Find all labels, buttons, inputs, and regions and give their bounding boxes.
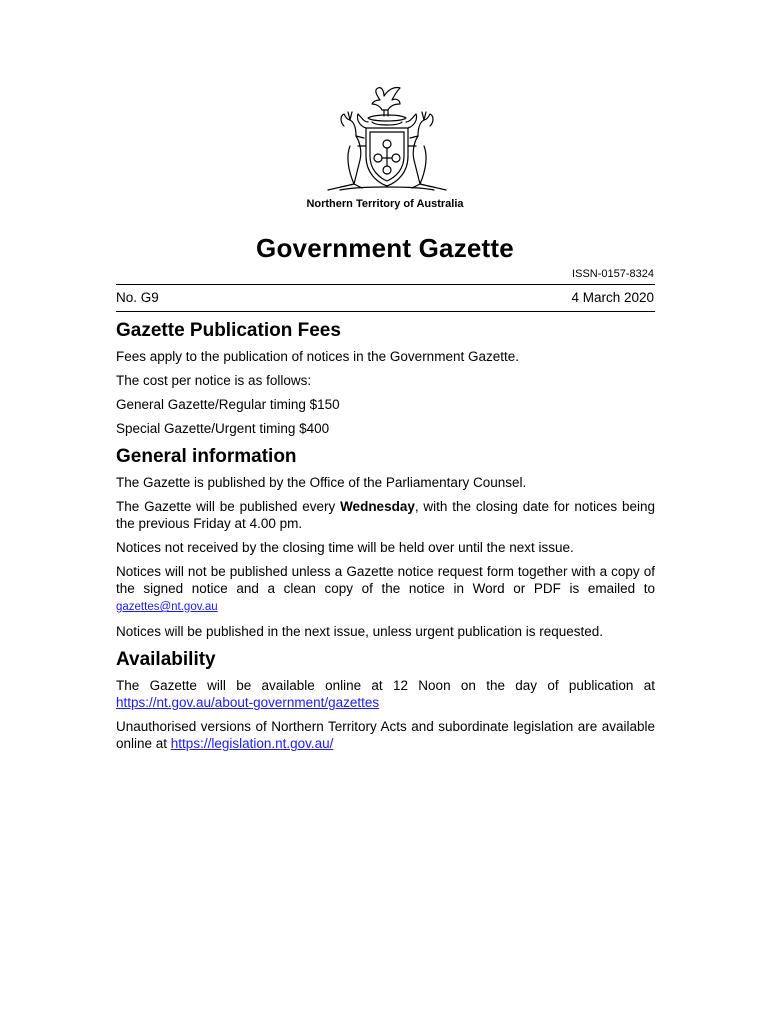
issue-date: 4 March 2020 (571, 290, 654, 305)
availability-heading: Availability (116, 649, 216, 670)
nt-coat-of-arms-icon (310, 86, 464, 196)
fees-paragraph-2: The cost per notice is as follows: (116, 373, 312, 388)
page-title: Government Gazette (256, 233, 514, 263)
gazette-content (116, 318, 655, 759)
general-paragraph-2 (116, 498, 655, 532)
gazettes-email-link[interactable]: gazettes@nt.gov.au (116, 601, 218, 613)
issue-number: No. G9 (116, 290, 159, 305)
issn-label: ISSN-0157-8324 (572, 268, 654, 280)
gazettes-url-link[interactable]: https://nt.gov.au/about-government/gazettes (116, 695, 380, 710)
availability-paragraph-1 (116, 677, 655, 711)
general-paragraph-1: The Gazette is published by the Office of the Parliamentary Counsel. (116, 475, 527, 490)
territory-name: Northern Territory of Australia (306, 198, 464, 210)
general-paragraph-4 (116, 563, 655, 616)
fees-heading: Gazette Publication Fees (116, 320, 341, 341)
legislation-url-link[interactable]: https://legislation.nt.gov.au/ (170, 736, 334, 751)
fees-regular-timing: General Gazette/Regular timing $150 (116, 397, 340, 412)
publication-day: Wednesday (340, 499, 415, 514)
header-divider-bottom (116, 311, 655, 312)
fees-urgent-timing: Special Gazette/Urgent timing $400 (116, 421, 330, 436)
general-paragraph-3: Notices not received by the closing time will be held over until the next issue. (116, 540, 574, 555)
general-p2-text-end: , with the closing date for notices being the previous Friday at 4.00 pm. (116, 499, 655, 531)
general-p4-text: Notices will not be published unless a Gazette notice request form together with a copy of the signed notice and a clean copy of the notice in Word or PDF is emailed to (116, 564, 655, 596)
fees-paragraph-1: Fees apply to the publication of notices in the Government Gazette. (116, 349, 519, 364)
general-paragraph-5: Notices will be published in the next issue, unless urgent publication is requested. (116, 624, 604, 639)
header-divider-top (116, 284, 655, 285)
availability-paragraph-2 (116, 718, 655, 752)
availability-p2-text: Unauthorised versions of Northern Territory Acts and subordinate legislation are available online at (116, 719, 655, 751)
general-p2-text-start: The Gazette will be published every (116, 499, 341, 514)
general-heading: General information (116, 446, 297, 467)
availability-p1-text: The Gazette will be available online at 12 Noon on the day of publication at (116, 678, 655, 693)
